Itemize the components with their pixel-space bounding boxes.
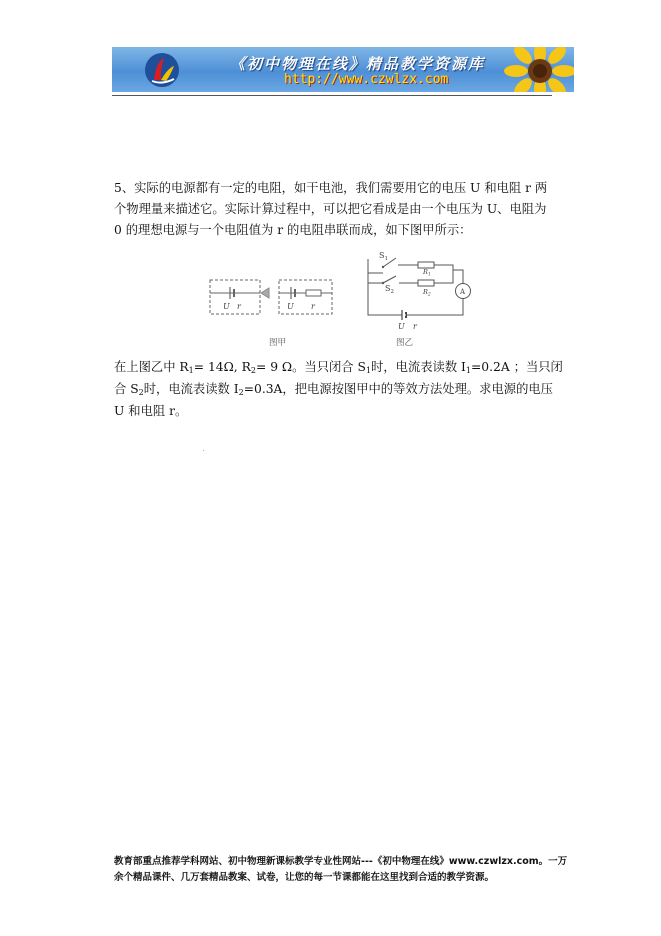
q-sub-4: 1 <box>465 366 471 375</box>
q-sub-6: 2 <box>238 388 244 397</box>
site-logo-icon <box>144 52 180 88</box>
q-seg-2: = 14Ω, R <box>193 360 251 374</box>
q-sub-5: 2 <box>138 388 144 397</box>
switch-s2 <box>383 276 396 283</box>
sunflower-icon <box>504 47 574 92</box>
question-text <box>114 358 564 421</box>
stray-mark <box>203 450 204 451</box>
q-seg-7: =0.3A，把电源按图甲中的等效方法处理。求电源的电压 U 和电阻 r。 <box>114 382 553 418</box>
q-seg-5: =0.2A ；当只闭合 S <box>114 360 563 396</box>
footer-text: 教育部重点推荐学科网站、初中物理新课标教学专业性网站---《初中物理在线》www.czwlzx.com。一万余个精品课件、几万套精品教案、试卷，让您的每一节课都能在这里找到合适的教学资源。 <box>114 856 568 883</box>
arrow-icon <box>261 288 269 298</box>
resistor-r2 <box>418 280 434 286</box>
q-sub-3: 1 <box>365 366 372 375</box>
fig-b-s2-label: $S_2$ <box>385 284 394 295</box>
q-seg-1: 在上图乙中 R <box>114 360 189 374</box>
fig-b-r-label: r <box>413 322 417 331</box>
caption-figure-a: 图甲 <box>269 338 287 348</box>
q-seg-6: 时，电流表读数 I <box>143 382 239 396</box>
banner-title: 《初中物理在线》精品教学资源库 <box>230 55 486 73</box>
banner-url: http://www.czwlzx.com <box>284 72 449 87</box>
fig-b-r2-label: $R_2$ <box>423 288 431 298</box>
q-sub-2: 2 <box>250 366 256 375</box>
caption-figure-b: 图乙 <box>396 338 414 348</box>
battery-gap <box>403 314 406 316</box>
fig-b-s1-label: $S_1$ <box>379 251 388 262</box>
fig-a2-u-label: U <box>287 302 294 311</box>
fig-b-ammeter-label: A <box>460 288 466 296</box>
q-seg-4: 时，电流表读数 I <box>371 360 466 374</box>
q-sub-1: 1 <box>188 366 194 375</box>
fig-b-u-label: U <box>398 322 405 331</box>
fig-b-r1-label: $R_1$ <box>423 268 431 278</box>
header-banner <box>112 47 574 92</box>
fig-a2-r-label: r <box>311 302 315 311</box>
problem-text: 5、实际的电源都有一定的电阻，如干电池，我们需要用它的电压 U 和电阻 r 两个物理量来描述它。实际计算过程中，可以把它看成是由一个电压为 U、电阻为 0 的理想电源与一个电阻值为 r 的电阻串联而成，如下图甲所示： <box>114 181 548 237</box>
circuit-figure <box>203 243 483 353</box>
header-divider <box>112 95 552 96</box>
internal-resistor <box>306 290 321 296</box>
fig-a-u-label: U <box>223 302 230 311</box>
fig-a-r-label: r <box>237 302 241 311</box>
q-seg-3: = 9 Ω。当只闭合 S <box>255 360 366 374</box>
